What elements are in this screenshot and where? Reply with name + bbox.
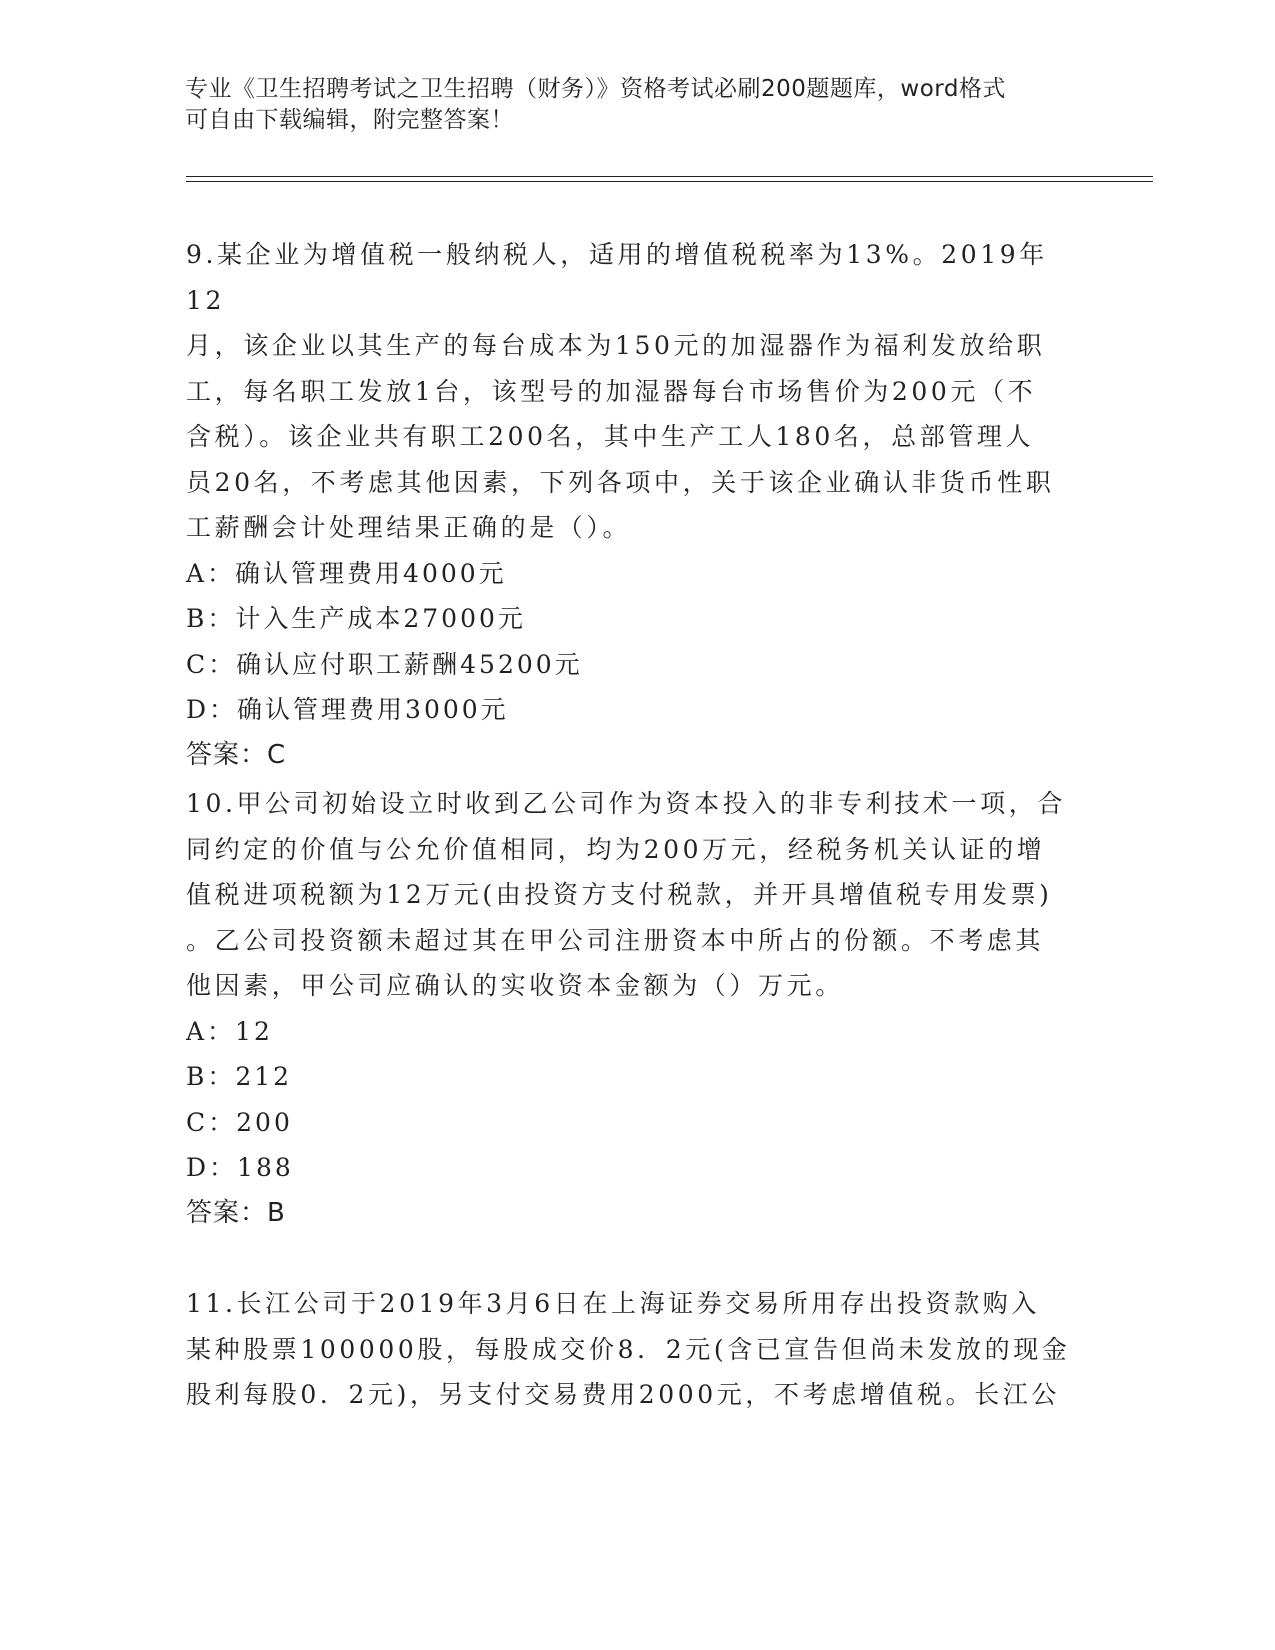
option-b: B：计入生产成本27000元 xyxy=(186,604,526,633)
header-divider-bottom xyxy=(186,181,1153,182)
question-stem-line: 。乙公司投资额未超过其在甲公司注册资本中所占的份额。不考虑其 xyxy=(186,925,1045,955)
question-stem-line: 员20名，不考虑其他因素，下列各项中，关于该企业确认非货币性职 xyxy=(186,467,1055,497)
question-11 xyxy=(186,1281,1086,1418)
option-a: A：12 xyxy=(186,1016,273,1046)
option-d: D：188 xyxy=(186,1153,294,1182)
page-header xyxy=(185,74,1085,136)
question-stem-line: 工，每名职工发放1台，该型号的加湿器每台市场售价为200元（不 xyxy=(186,376,1037,406)
answer: 答案：B xyxy=(186,1197,286,1228)
question-9 xyxy=(186,232,1086,778)
question-stem-line: 月，该企业以其生产的每台成本为150元的加湿器作为福利发放给职 xyxy=(186,331,1046,360)
header-title-line-1: 专业《卫生招聘考试之卫生招聘（财务）》资格考试必刷200题题库，word格式 xyxy=(185,76,1006,102)
option-c: C：200 xyxy=(186,1107,293,1137)
option-b: B：212 xyxy=(186,1062,293,1091)
question-stem-line: 同约定的价值与公允价值相同，均为200万元，经税务机关认证的增 xyxy=(186,834,1046,864)
question-stem-line: 某种股票100000股，每股成交价8．2元(含已宣告但尚未发放的现金 xyxy=(186,1334,1071,1364)
question-stem-line: 工薪酬会计处理结果正确的是（）。 xyxy=(186,513,632,542)
option-a: A：确认管理费用4000元 xyxy=(186,558,507,588)
option-d: D：确认管理费用3000元 xyxy=(186,695,509,724)
question-stem-line: 含税）。该企业共有职工200名，其中生产工人180名，总部管理人 xyxy=(186,422,1035,451)
question-stem-line: 10.甲公司初始设立时收到乙公司作为资本投入的非专利技术一项，合 xyxy=(186,789,1066,818)
question-stem-line: 股利每股0．2元)，另支付交易费用2000元，不考虑增值税。长江公 xyxy=(186,1380,1060,1409)
question-10 xyxy=(186,781,1086,1236)
header-divider-top xyxy=(186,176,1153,177)
question-stem-line: 11.长江公司于2019年3月6日在上海证券交易所用存出投资款购入 xyxy=(186,1289,1040,1318)
question-stem-line: 值税进项税额为12万元(由投资方支付税款，并开具增值税专用发票) xyxy=(186,880,1053,909)
question-stem-line: 9.某企业为增值税一般纳税人，适用的增值税税率为13%。2019年12 xyxy=(186,240,1048,315)
answer: 答案：C xyxy=(186,739,287,770)
option-c: C：确认应付职工薪酬45200元 xyxy=(186,649,583,679)
question-stem-line: 他因素，甲公司应确认的实收资本金额为（）万元。 xyxy=(186,971,844,1000)
header-title-line-2: 可自由下载编辑，附完整答案！ xyxy=(185,107,514,133)
